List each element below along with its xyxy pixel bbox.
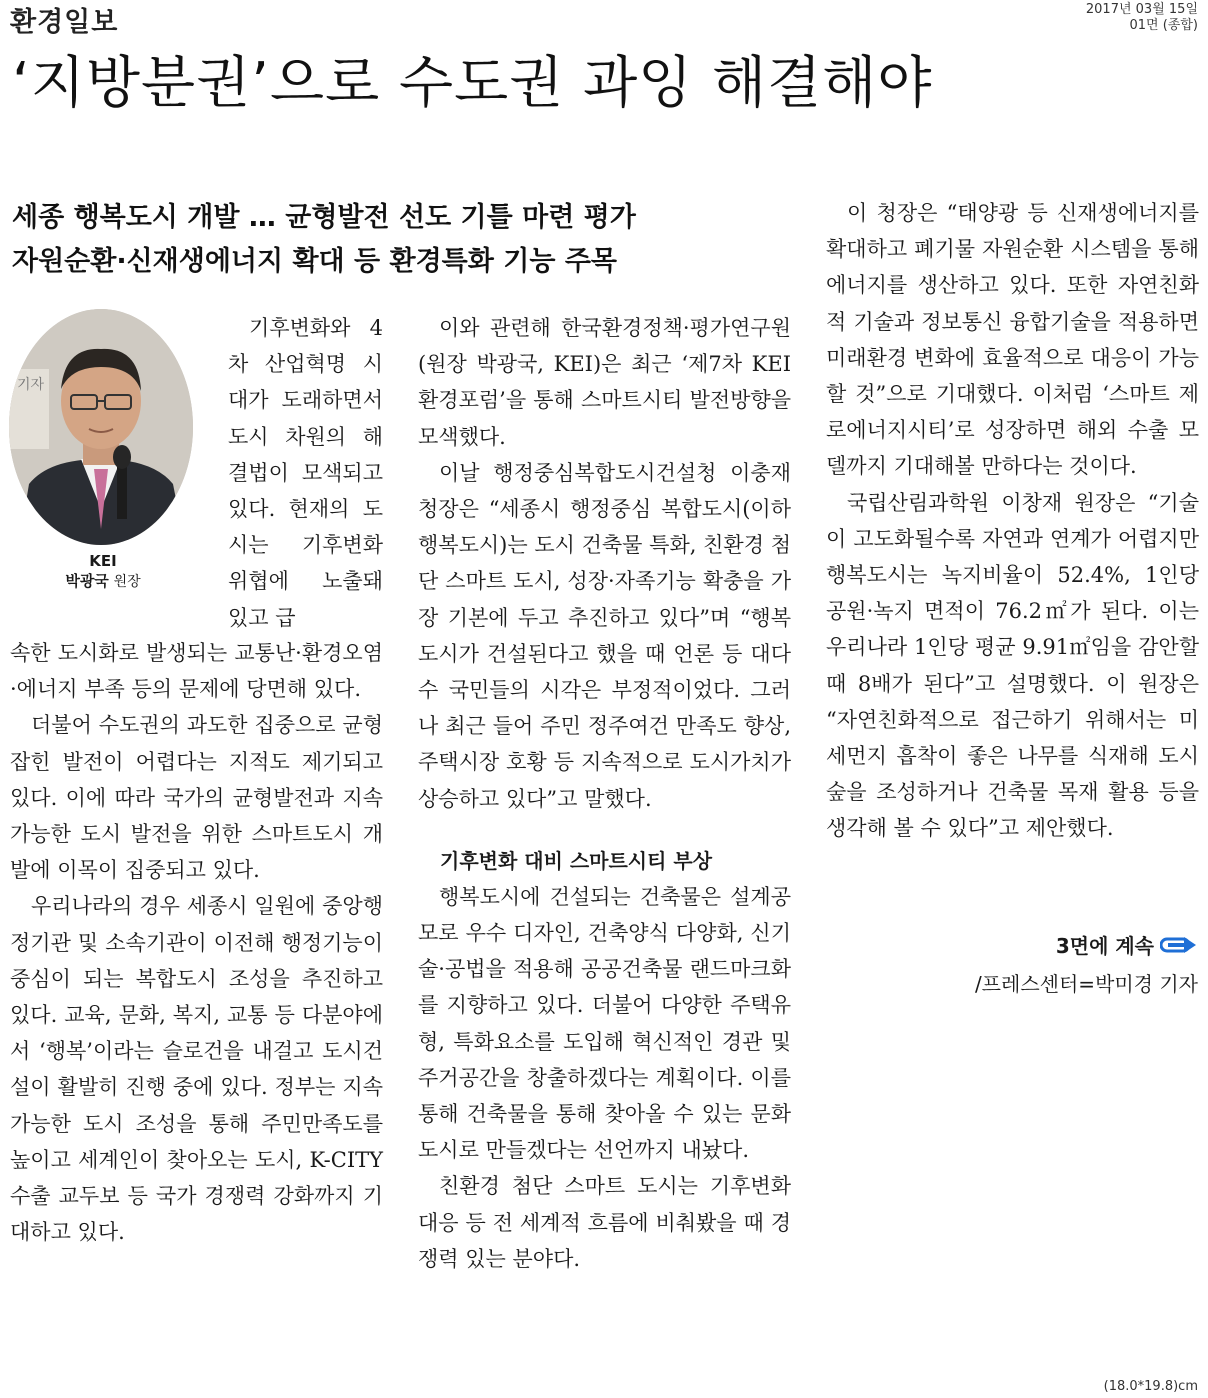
reporter-byline: /프레스센터=박미경 기자 [974,972,1198,996]
photo-caption [38,551,168,592]
caption-name: 박광국 [65,572,109,590]
caption-title: 원장 [113,574,141,590]
portrait-photo [9,309,193,545]
portrait-illustration [9,309,193,545]
section-heading: 기후변화 대비 스마트시티 부상 [440,848,713,873]
svg-text:기자: 기자 [17,377,45,393]
column-3 [826,195,1199,847]
paragraph: 친환경 첨단 스마트 도시는 기후변화 대응 등 전 세계적 흐름에 비춰봤을 때 경쟁력 있는 분야다. [418,1174,791,1271]
column-2 [418,310,791,1277]
caption-org: KEI [89,552,117,570]
paragraph: 이날 행정중심복합도시건설청 이충재 청장은 “세종시 행정중심 복합도시(이하 행복도시)는 도시 건축물 특화, 친환경 첨단 스마트 도시, 성장·자족기능 확충을 가장 기본에 두고 추진하고 있다”며 “행복도시가 건설된다고 했을 때 언론 등 대다수 국민들의 시각은 부정적이었다. 그러나 최근 들어 주민 정주여건 만족도 향상, 주택시장 호황 등 지속적으로 도시가치가 상승하고 있다”고 말했다. [418,460,791,811]
page-section: 01면 (종합) [1129,18,1198,33]
paragraph: 더불어 수도권의 과도한 집중으로 균형 잡힌 발전이 어렵다는 지적도 제기되고 있다. 이에 따라 국가의 균형발전과 지속가능한 도시 발전을 위한 스마트도시 개발에 이목이 집중되고 있다. [10,713,383,883]
paragraph: 이와 관련해 한국환경정책·평가연구원(원장 박광국, KEI)은 최근 ‘제7차 KEI 환경포럼’을 통해 스마트시티 발전방향을 모색했다. [418,316,791,449]
dateline [1086,2,1198,34]
continue-label: 3면에 계속 [1055,934,1154,958]
paragraph: 우리나라의 경우 세종시 일원에 중앙행정기관 및 소속기관이 이전해 행정기능이 중심이 되는 복합도시 조성을 추진하고 있다. 교육, 문화, 복지, 교통 등 다분야에서 ‘행복’이라는 슬로건을 내걸고 도시건설이 활발히 진행 중에 있다. 정부는 지속가능한 도시 조성을 통해 주민만족도를 높이고 세계인이 찾아오는 도시, K-CITY 수출 교두보 등 국가 경쟁력 강화까지 기대하고 있다. [10,894,383,1245]
paragraph: 국립산림과학원 이창재 원장은 “기술이 고도화될수록 자연과 연계가 어렵지만 행복도시는 녹지비율이 52.4%, 1인당 공원·녹지 면적이 76.2㎡가 된다. 이는 우리나라 1인당 평균 9.91㎡임을 감안할 때 8배가 된다”고 설명했다. 이 원장은 “자연친화적으로 접근하기 위해서는 미세먼지 흡착이 좋은 나무를 식재해 도시 숲을 조성하거나 건축물 목재 활용 등을 생각해 볼 수 있다”고 제안했다. [826,490,1199,841]
newspaper-masthead: 환경일보 [10,7,119,38]
column-1-bottom [10,635,383,1250]
paragraph: 이 청장은 “태양광 등 신재생에너지를 확대하고 폐기물 자원순환 시스템을 통해 에너지를 생산하고 있다. 또한 자연친화적 기술과 정보통신 융합기술을 적용하면 미래환경 변화에 효율적으로 대응이 가능할 것”으로 기대했다. 이처럼 ‘스마트 제로에너지시티’로 성장하면 해외 수출 모델까지 기대해볼 만하다는 것이다. [826,201,1199,479]
issue-date: 2017년 03월 15일 [1085,2,1198,17]
subhead-line-1: 세종 행복도시 개발 … 균형발전 선도 기틀 마련 평가 [12,202,636,233]
subhead-line-2: 자원순환·신재생에너지 확대 등 환경특화 기능 주목 [12,246,617,277]
paragraph: 행복도시에 건설되는 건축물은 설계공모로 우수 디자인, 건축양식 다양화, 신기술·공법을 적용해 공공건축물 랜드마크화를 지향하고 있다. 더불어 다양한 주택유형, 특화요소를 도입해 혁신적인 경관 및 주거공간을 창출하겠다는 계획이다. 이를 통해 건축물을 통해 찾아올 수 있는 문화도시로 만들겠다는 선언까지 내놨다. [418,884,791,1163]
article-headline: ‘지방분권’으로 수도권 과잉 해결해야 [12,51,933,116]
paragraph-continued: 속한 도시화로 발생되는 교통난·환경오염·에너지 부족 등의 문제에 당면해 있다. [10,641,383,702]
continued-on-page-3 [1056,930,1198,959]
column-1-top [228,310,383,636]
article-subheads [12,196,636,284]
paragraph: 기후변화와 4차 산업혁명 시대가 도래하면서 도시 차원의 해결법이 모색되고 있다. 현재의 도시는 기후변화 위협에 노출돼 있고 급 [228,316,383,630]
arrow-right-icon [1160,936,1198,954]
clipping-size: (18.0*19.8)cm [1103,1379,1198,1394]
